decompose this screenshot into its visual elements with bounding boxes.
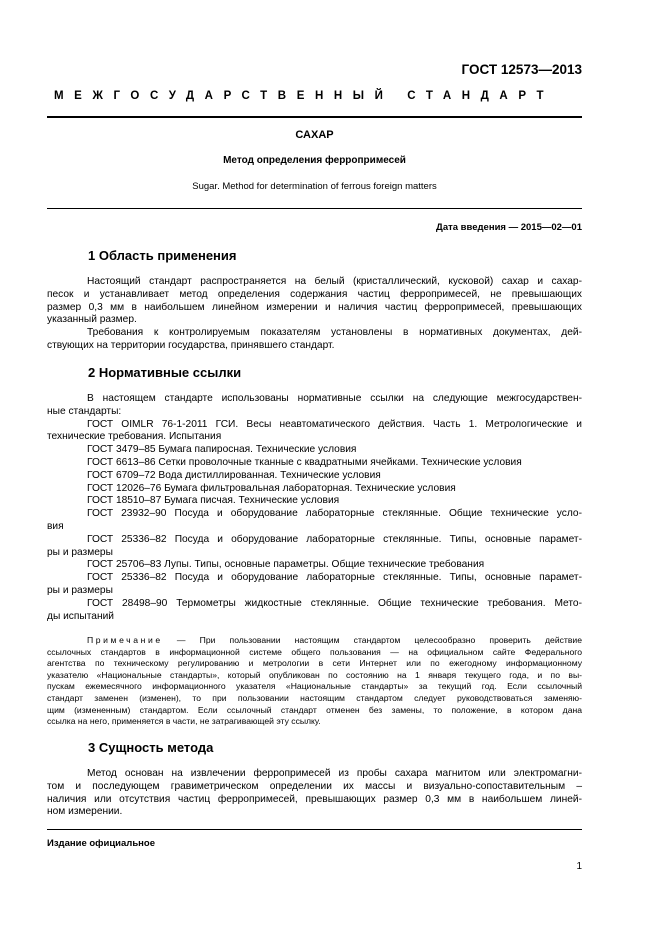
- text-line: указанный размер.: [47, 314, 137, 326]
- note-line: агентства по техническому регулированию и метрологии в сети Интернет или по ежегодному информационному: [47, 658, 582, 669]
- english-title: Sugar. Method for determination of ferrous foreign matters: [192, 181, 437, 192]
- text-line: том и последующем гравиметрическом определении их массы и визуально-сопоставительным –: [47, 780, 582, 792]
- section-3-heading: 3 Сущность метода: [88, 740, 214, 755]
- text-line: ном измерении.: [47, 806, 123, 818]
- text-line: Требования к контролируемым показателям установлены в нормативных документах, дей-: [87, 327, 582, 339]
- reference-line: ГОСТ 23932–90 Посуда и оборудование лабораторные стеклянные. Общие технические усло-: [87, 508, 582, 520]
- note-line: стандарт заменен (изменен), то при пользовании настоящим стандартом следует руководствоваться заменяю-: [47, 692, 582, 703]
- reference-line: ГОСТ 6613–86 Сетки проволочные тканные с квадратными ячейками. Технические условия: [87, 456, 522, 468]
- header-divider: [47, 116, 582, 118]
- note-label: Примечание: [87, 635, 163, 645]
- note-line: [47, 635, 582, 647]
- title-divider: [47, 208, 582, 209]
- note-text: — При пользовании настоящим стандартом целесообразно проверить действие: [176, 635, 583, 645]
- text-line: Настоящий стандарт распространяется на белый (кристаллический, кусковой) сахар и сахар-: [87, 276, 582, 287]
- reference-line: ды испытаний: [47, 610, 114, 622]
- section-2-body: [47, 393, 582, 623]
- reference-line: ГОСТ OIMLR 76-1-2011 ГСИ. Весы неавтоматического действия. Часть 1. Метрологические и: [87, 418, 582, 430]
- reference-line: ГОСТ 3479–85 Бумага папиросная. Технические условия: [87, 444, 357, 456]
- section-3-body: [47, 768, 582, 819]
- text-line: размер 0,3 мм в наибольшем линейном измерении и наличия частиц ферропримесей, превышающих: [47, 301, 582, 313]
- reference-line: вия: [47, 520, 64, 532]
- note-line: ссылка на него, применяется в части, не затрагивающей эту ссылку.: [47, 716, 321, 727]
- text-line: Метод основан на извлечении ферропримесей из пробы сахара магнитом или электромагни-: [87, 768, 582, 779]
- text-line: наличия или отсутствия частиц ферропримесей, превышающих размер 0,3 мм в наибольшем линей-: [47, 793, 582, 805]
- note-line: ссылочных стандартов в информационной системе общего пользования — на официальном сайте Федерального: [47, 646, 582, 657]
- reference-line: ГОСТ 18510–87 Бумага писчая. Технические условия: [87, 495, 340, 507]
- note-line: щим (измененным) стандартом. Если ссылочный стандарт отменен без замены, то положение, в котором дана: [47, 704, 582, 715]
- text-line: В настоящем стандарте использованы нормативные ссылки на следующие межгосударствен-: [87, 393, 582, 404]
- section-1-body: [47, 276, 582, 353]
- reference-line: технические требования. Испытания: [47, 431, 222, 443]
- reference-line: ГОСТ 6709–72 Вода дистиллированная. Технические условия: [87, 469, 381, 481]
- reference-line: ры и размеры: [47, 584, 113, 596]
- edition-label: Издание официальное: [47, 838, 155, 849]
- note-block: [47, 635, 582, 728]
- note-line: пускам ежемесячного информационного указателя «Национальные стандарты» за текущий год. Если ссылочный: [47, 681, 582, 692]
- document-subtitle: Метод определения ферропримесей: [223, 155, 406, 166]
- text-line: ные стандарты:: [47, 405, 122, 417]
- reference-line: ГОСТ 12026–76 Бумага фильтровальная лабораторная. Технические условия: [87, 482, 456, 494]
- text-line: песок и устанавливает метод определения содержания частиц ферропримесей, не превышающих: [47, 288, 582, 300]
- gost-code: ГОСТ 12573—2013: [461, 62, 582, 77]
- reference-line: ГОСТ 25336–82 Посуда и оборудование лабораторные стеклянные. Типы, основные парамет-: [87, 533, 582, 545]
- interstate-standard-label: МЕЖГОСУДАРСТВЕННЫЙ СТАНДАРТ: [54, 90, 555, 102]
- reference-line: ГОСТ 25706–83 Лупы. Типы, основные параметры. Общие технические требования: [87, 559, 485, 571]
- reference-line: ры и размеры: [47, 546, 113, 558]
- text-line: ствующих на территории государства, принявшего стандарт.: [47, 339, 335, 351]
- page-number: 1: [576, 861, 582, 872]
- introduction-date: Дата введения — 2015—02—01: [436, 222, 582, 233]
- reference-line: ГОСТ 28498–90 Термометры жидкостные стеклянные. Общие технические требования. Мето-: [87, 597, 582, 609]
- note-line: указателю «Национальные стандарты», который опубликован по состоянию на 1 января текущего года, и по вы-: [47, 669, 582, 680]
- section-1-heading: 1 Область применения: [88, 248, 237, 263]
- document-title: САХАР: [295, 129, 334, 141]
- reference-line: ГОСТ 25336–82 Посуда и оборудование лабораторные стеклянные. Типы, основные парамет-: [87, 572, 582, 584]
- section-2-heading: 2 Нормативные ссылки: [88, 365, 242, 380]
- footer-divider: [47, 829, 582, 830]
